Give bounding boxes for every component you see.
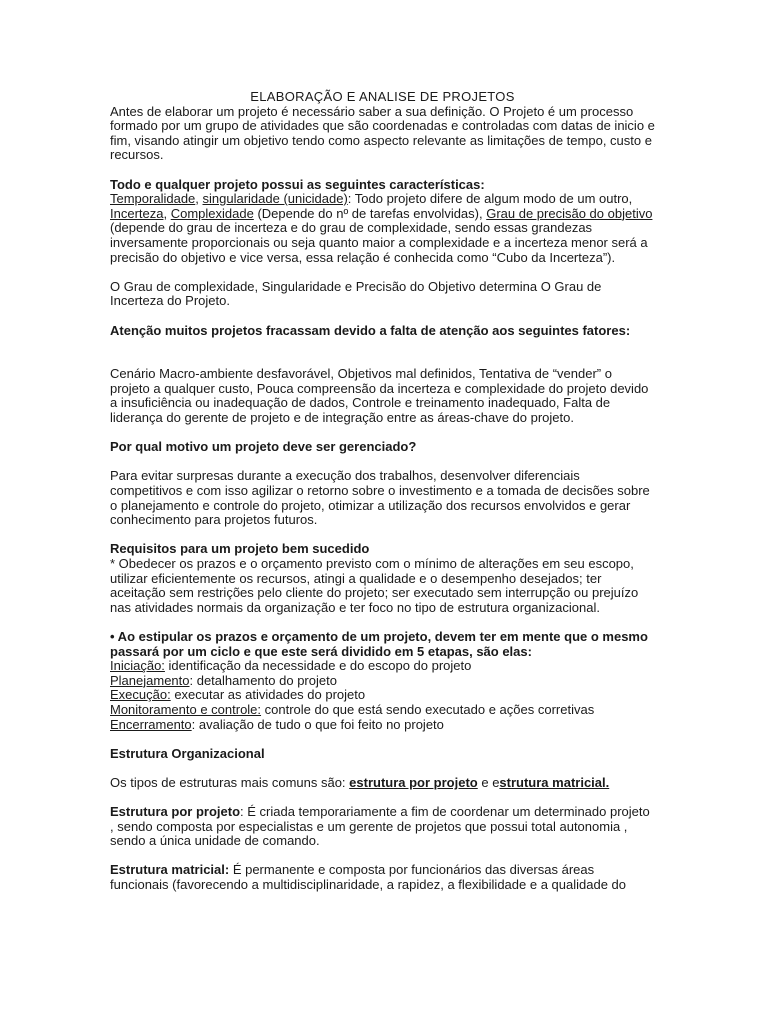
phase-item: Monitoramento e controle: controle do que está sendo executado e ações corretivas: [110, 701, 595, 717]
phase-term: Iniciação:: [110, 658, 165, 674]
document-body: [110, 90, 655, 893]
phase-term: Encerramento: [110, 716, 192, 732]
term-estrutura-matricial: strutura matricial.: [499, 774, 610, 790]
intro-paragraph: Antes de elaborar um projeto é necessário saber a sua definição. O Projeto é um processo formado por um grupo de atividades que são coordenadas e controladas com datas de inicio e fim, visando atingir um objetivo tendo como aspecto relevante as limitações de tempo, custo e recursos.: [110, 103, 655, 163]
why-heading: Por qual motivo um projeto deve ser gerenciado?: [110, 439, 417, 455]
characteristics-heading: Todo e qualquer projeto possui as seguintes características:: [110, 176, 485, 192]
phase-item: Iniciação: identificação da necessidade e do escopo do projeto: [110, 658, 472, 674]
why-paragraph: Para evitar surpresas durante a execução dos trabalhos, desenvolver diferenciais competitivos e com isso agilizar o retorno sobre o investimento e a tomada de decisões sobre o planejamento e controle do projeto, otimizar a utilização dos recursos envolvidos e gerar conhecimento para projetos futuros.: [110, 468, 650, 528]
matrix-structure-term: Estrutura matricial:: [110, 862, 230, 878]
term-incerteza: Incerteza: [110, 205, 164, 221]
requirements-heading: Requisitos para um projeto bem sucedido: [110, 541, 370, 557]
phase-item: Planejamento: detalhamento do projeto: [110, 672, 337, 688]
document-title: ELABORAÇÃO E ANALISE DE PROJETOS: [250, 89, 515, 104]
structure-heading: Estrutura Organizacional: [110, 745, 265, 761]
phase-term: Monitoramento e controle:: [110, 701, 262, 717]
phases-heading: • Ao estipular os prazos e orçamento de um projeto, devem ter em mente que o mesmo passará por um ciclo e que este será dividido em 5 etapas, são elas:: [110, 628, 648, 659]
phase-item: Encerramento: avaliação de tudo o que foi feito no projeto: [110, 716, 444, 732]
term-singularidade: singularidade (unicidade): [202, 191, 348, 207]
phase-term: Execução:: [110, 687, 171, 703]
project-structure-paragraph: Estrutura por projeto: É criada temporariamente a fim de coordenar um determinado projeto , sendo composta por especialistas e um gerente de projetos que possui total autonomia , sendo a única unidade de comando.: [110, 804, 650, 849]
structure-types-paragraph: Os tipos de estruturas mais comuns são: estrutura por projeto e estrutura matricial.: [110, 774, 610, 790]
characteristics-paragraph: Temporalidade, singularidade (unicidade): Todo projeto difere de algum modo de um outro, Incerteza, Complexidade (Depende do nº de tarefas envolvidas), Grau de precisão do objetivo (depende do grau de incerteza e do grau de complexidade, sendo essas grandezas inversamente proporcionais ou seja quanto maior a complexidade e a incerteza menor será a precisão do objetivo e vice versa, essa relação é conhecida como “Cubo da Incerteza”).: [110, 191, 653, 265]
attention-heading: Atenção muitos projetos fracassam devido a falta de atenção aos seguintes fatores:: [110, 322, 631, 338]
attention-paragraph: Cenário Macro-ambiente desfavorável, Objetivos mal definidos, Tentativa de “vender” o projeto a qualquer custo, Pouca compreensão da incerteza e complexidade do projeto devido a insuficiência ou inadequação de dados, Controle e treinamento inadequado, Falta de liderança do gerente de projeto e de integração entre as áreas-chave do projeto.: [110, 366, 649, 426]
degree-paragraph: O Grau de complexidade, Singularidade e Precisão do Objetivo determina O Grau de Incerteza do Projeto.: [110, 278, 602, 309]
phase-term: Planejamento: [110, 672, 190, 688]
term-temporalidade: Temporalidade: [110, 191, 196, 207]
term-grau-precisao: Grau de precisão do objetivo: [486, 205, 653, 221]
term-estrutura-projeto: estrutura por projeto: [349, 774, 478, 790]
phase-item: Execução: executar as atividades do projeto: [110, 687, 366, 703]
requirements-paragraph: * Obedecer os prazos e o orçamento previsto com o mínimo de alterações em seu escopo, utilizar eficientemente os recursos, atingi a qualidade e o desempenho desejados; ter aceitação sem restrições pelo cliente do projeto; ser executado sem interrupção ou prejuízo nas atividades normais da organização e ter foco no tipo de estrutura organizacional.: [110, 556, 639, 615]
term-complexidade: Complexidade: [170, 205, 254, 221]
project-structure-term: Estrutura por projeto: [110, 804, 241, 820]
matrix-structure-paragraph: Estrutura matricial: É permanente e composta por funcionários das diversas áreas funcionais (favorecendo a multidisciplinaridade, a rapidez, a flexibilidade e a qualidade do: [110, 862, 626, 893]
